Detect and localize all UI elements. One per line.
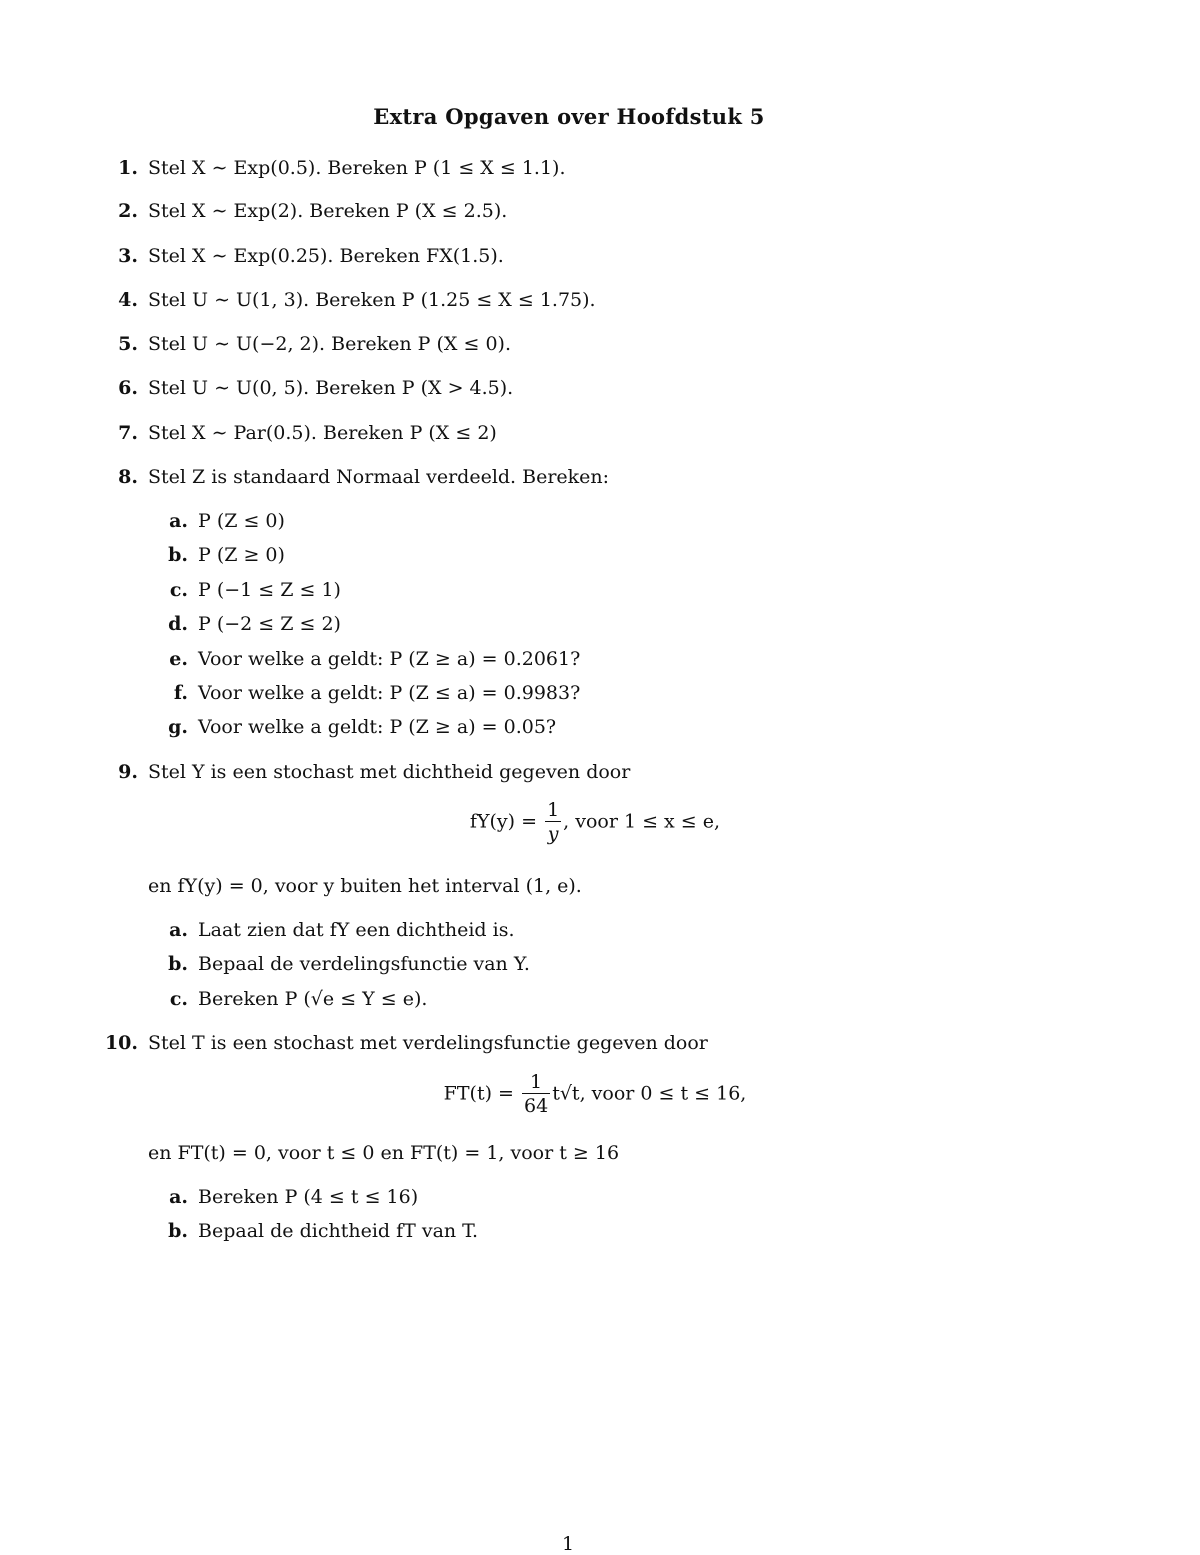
formula-density-y — [0, 800, 1190, 845]
fraction-numerator: 1 — [547, 799, 560, 821]
subpart-label: a. — [169, 1186, 188, 1208]
formula-fraction — [545, 800, 561, 845]
subpart-text: Bereken P (√e ≤ Y ≤ e). — [198, 988, 428, 1010]
subpart-text: Voor welke a geldt: P (Z ≥ a) = 0.2061? — [198, 648, 581, 670]
formula-left: FT(t) = — [443, 1082, 514, 1105]
problem-number: 2. — [118, 200, 138, 222]
problem-text: Stel X ∼ Exp(0.5). Bereken P (1 ≤ X ≤ 1.1). — [148, 157, 566, 179]
subpart-label: b. — [168, 544, 188, 566]
subpart-label: f. — [173, 682, 188, 704]
problem-text: Stel Z is standaard Normaal verdeeld. Bereken: — [148, 466, 610, 488]
problem-text: Stel X ∼ Exp(2). Bereken P (X ≤ 2.5). — [148, 200, 508, 222]
fraction-denominator: y — [547, 823, 559, 845]
subpart-label: c. — [169, 988, 188, 1010]
subpart-text: P (Z ≥ 0) — [198, 544, 285, 566]
subpart-label: a. — [169, 510, 188, 532]
problem-text: Stel U ∼ U(−2, 2). Bereken P (X ≤ 0). — [148, 333, 511, 355]
paragraph-text: en FT(t) = 0, voor t ≤ 0 en FT(t) = 1, voor t ≥ 16 — [148, 1142, 620, 1164]
subpart-label: b. — [168, 1220, 188, 1242]
problem-number: 5. — [118, 333, 138, 355]
subpart-text: P (−1 ≤ Z ≤ 1) — [198, 579, 341, 601]
page-title: Extra Opgaven over Hoofdstuk 5 — [373, 104, 765, 129]
formula-distribution-t — [0, 1072, 1190, 1117]
subpart-text: Voor welke a geldt: P (Z ≤ a) = 0.9983? — [198, 682, 581, 704]
formula-fraction — [522, 1072, 550, 1117]
page-number: 1 — [561, 1533, 575, 1555]
problem-text: Stel U ∼ U(0, 5). Bereken P (X > 4.5). — [148, 377, 514, 399]
subpart-label: a. — [169, 919, 188, 941]
problem-text: Stel U ∼ U(1, 3). Bereken P (1.25 ≤ X ≤ 1.75). — [148, 289, 596, 311]
subpart-label: c. — [169, 579, 188, 601]
fraction-numerator: 1 — [522, 1072, 550, 1094]
problem-number: 10. — [104, 1032, 138, 1054]
fraction-denominator: 64 — [524, 1095, 549, 1117]
subpart-text: Bepaal de verdelingsfunctie van Y. — [198, 953, 530, 975]
subpart-text: P (Z ≤ 0) — [198, 510, 285, 532]
subpart-label: b. — [168, 953, 188, 975]
problem-text: Stel T is een stochast met verdelingsfunctie gegeven door — [148, 1032, 708, 1054]
subpart-text: Voor welke a geldt: P (Z ≥ a) = 0.05? — [198, 716, 557, 738]
formula-left: fY(y) = — [469, 810, 538, 833]
subpart-text: P (−2 ≤ Z ≤ 2) — [198, 613, 341, 635]
subpart-text: Laat zien dat fY een dichtheid is. — [198, 919, 515, 941]
subpart-label: e. — [169, 648, 188, 670]
subpart-label: g. — [168, 716, 188, 738]
problem-number: 4. — [118, 289, 138, 311]
subpart-label: d. — [168, 613, 188, 635]
formula-right: t√t, voor 0 ≤ t ≤ 16, — [552, 1082, 747, 1105]
paragraph-text: en fY(y) = 0, voor y buiten het interval (1, e). — [148, 875, 582, 897]
problem-text: Stel X ∼ Exp(0.25). Bereken FX(1.5). — [148, 245, 504, 267]
problem-text: Stel Y is een stochast met dichtheid gegeven door — [148, 761, 631, 783]
problem-number: 6. — [118, 377, 138, 399]
formula-right: , voor 1 ≤ x ≤ e, — [563, 810, 721, 833]
problem-number: 1. — [118, 157, 138, 179]
problem-number: 7. — [118, 422, 138, 444]
problem-number: 8. — [118, 466, 138, 488]
subpart-text: Bepaal de dichtheid fT van T. — [198, 1220, 479, 1242]
problem-number: 9. — [118, 761, 138, 783]
subpart-text: Bereken P (4 ≤ t ≤ 16) — [198, 1186, 419, 1208]
problem-text: Stel X ∼ Par(0.5). Bereken P (X ≤ 2) — [148, 422, 497, 444]
problem-number: 3. — [118, 245, 138, 267]
